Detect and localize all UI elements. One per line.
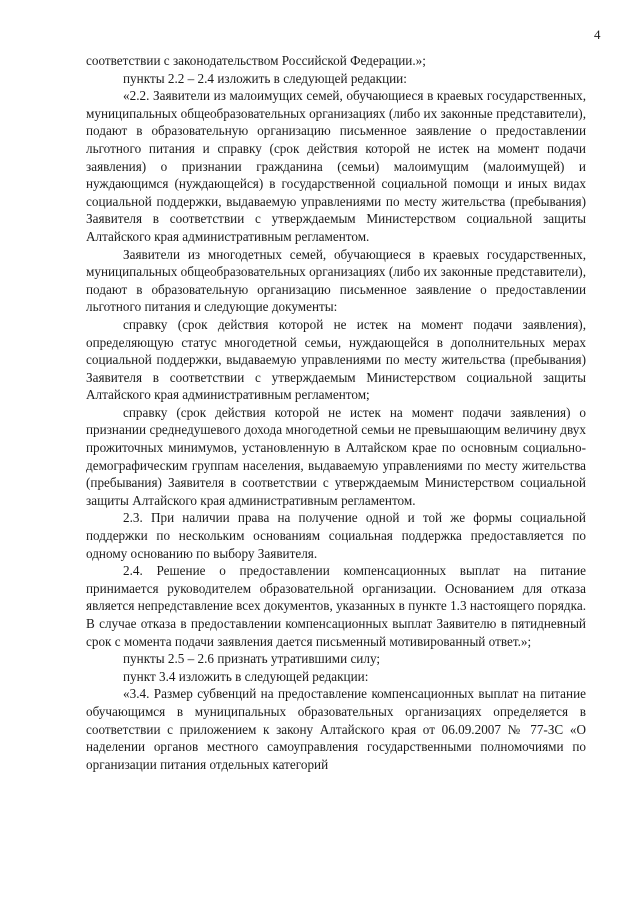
- paragraph-4: Заявители из многодетных семей, обучающиеся в краевых государственных, муниципальных общеобразовательных организациях (либо их законные представители), подают в образовательную организацию письменное заявление о предоставлении льготного питания и следующие документы:: [86, 246, 586, 315]
- paragraph-1: соответствии с законодательством Российской Федерации.»;: [86, 53, 426, 68]
- paragraph-6: справку (срок действия которой не истек на момент подачи заявления) о признании среднедушевого дохода многодетной семьи не превышающим величину двух прожиточных минимумов, установленную в Алтайском крае по основным социально-демографическим группам населения, выдаваемую управлениями по месту жительства (пребывания) Заявителя в соответствии с утверждаемым Министерством социальной защиты Алтайского края административным регламентом.: [86, 404, 586, 508]
- paragraph-7: 2.3. При наличии права на получение одной и той же формы социальной поддержки по нескольким основаниям социальная поддержка предоставляется по одному основанию по выбору Заявителя.: [86, 510, 586, 561]
- paragraph-11: «3.4. Размер субвенций на предоставление компенсационных выплат на питание обучающимся в муниципальных образовательных организациях определяется в соответствии с приложением к закону Алтайского края от 06.09.2007 № 77-ЗС «О наделении органов местного самоуправления государственными полномочиями по организации питания отдельных категорий: [86, 686, 586, 772]
- paragraph-5: справку (срок действия которой не истек на момент подачи заявления), определяющую статус многодетной семьи, нуждающейся в дополнительных мерах социальной поддержки, выдаваемую управлениями по месту жительства (пребывания) Заявителя в соответствии с утверждаемым Министерством социальной защиты Алтайского края административным регламентом;: [86, 316, 586, 403]
- paragraph-2: пункты 2.2 – 2.4 изложить в следующей редакции:: [123, 70, 407, 86]
- paragraph-9: пункты 2.5 – 2.6 признать утратившими силу;: [123, 651, 381, 667]
- document-body: [86, 52, 586, 773]
- paragraph-10: пункт 3.4 изложить в следующей редакции:: [123, 668, 369, 684]
- paragraph-8: 2.4. Решение о предоставлении компенсационных выплат на питание принимается руководителем образовательной организации. Основанием для отказа является непредставление всех документов, указанных в пункте 1.3 настоящего порядка. В случае отказа в предоставлении компенсационных выплат Заявителю в пятидневный срок с момента подачи заявления дается письменный мотивированный ответ.»;: [86, 563, 586, 649]
- paragraph-3: «2.2. Заявители из малоимущих семей, обучающиеся в краевых государственных, муниципальных общеобразовательных организациях (либо их законные представители), подают в образовательную организацию письменное заявление о предоставлении льготного питания и справку (срок действия которой не истек на момент подачи заявления) о признании гражданина (семьи) малоимущим (малоимущей) и нуждающимся (нуждающейся) в государственной социальной помощи и иных видах социальной поддержки, выдаваемую управлениями по месту жительства (пребывания) Заявителя в соответствии с утверждаемым Министерством социальной защиты Алтайского края административным регламентом.: [86, 88, 586, 244]
- page-number: 4: [594, 27, 601, 42]
